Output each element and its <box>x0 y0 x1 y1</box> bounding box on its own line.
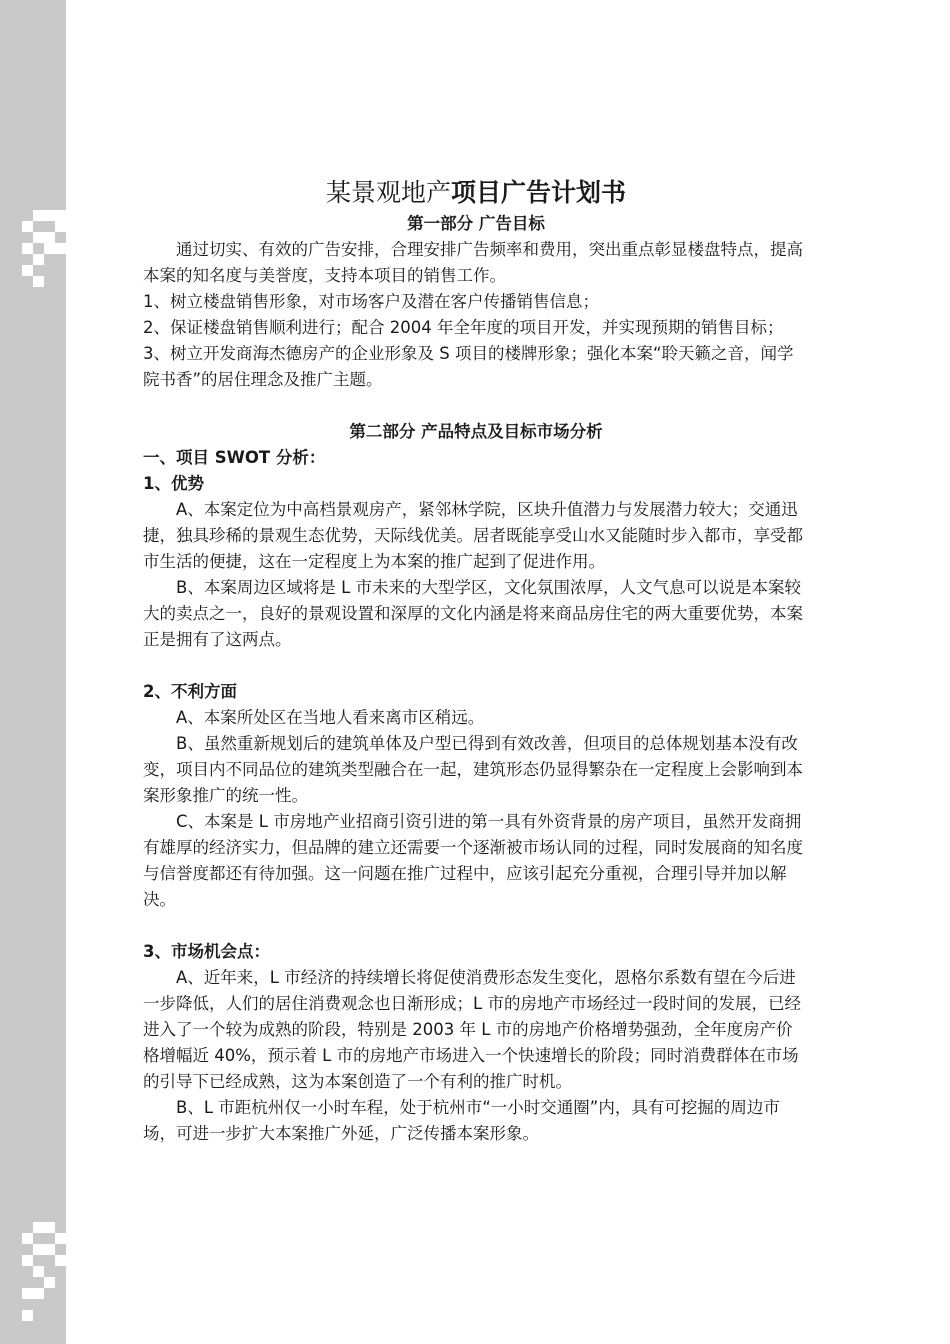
pixel-decoration <box>55 221 66 232</box>
pixel-decoration <box>44 243 55 254</box>
pixel-decoration <box>55 1233 66 1244</box>
pixel-decoration <box>44 1277 55 1288</box>
title-prefix: 某景观地产 <box>325 178 451 207</box>
pixel-decoration <box>22 1288 33 1299</box>
disadvantages-paragraph: B、虽然重新规划后的建筑单体及户型已得到有效改善，但项目的总体规划基本没有改变，项目内不同品位的建筑类型融合在一起，建筑形态仍显得繁杂在一定程度上会影响到本案形象推广的统一性。 <box>143 734 803 805</box>
section1-title: 第一部分 广告目标 <box>407 214 545 233</box>
pixel-decoration <box>22 243 33 254</box>
pixel-decoration <box>33 1222 44 1233</box>
pixel-decoration <box>22 265 33 276</box>
pixel-decoration <box>22 1233 33 1244</box>
section1-item: 3、树立开发商海杰德房产的企业形象及 S 项目的楼牌形象；强化本案“聆天籁之音，闻学院书香”的居住理念及推广主题。 <box>143 344 794 389</box>
advantages-paragraph: B、本案周边区域将是 L 市未来的大型学区，文化氛围浓厚，人文气息可以说是本案较大的卖点之一，良好的景观设置和深厚的文化内涵是将来商品房住宅的两大重要优势，本案正是拥有了这两点。 <box>143 578 803 649</box>
pixel-decoration <box>44 1222 55 1233</box>
pixel-decoration <box>22 1255 33 1266</box>
pixel-decoration <box>33 1244 44 1255</box>
pixel-decoration <box>22 1310 33 1321</box>
disadvantages-paragraph: C、本案是 L 市房地产业招商引资引进的第一具有外资背景的房产项目，虽然开发商拥有雄厚的经济实力，但品牌的建立还需要一个逐渐被市场认同的过程，同时发展商的知名度与信誉度都还有待加强。这一问题在推广过程中，应该引起充分重视，合理引导并加以解决。 <box>143 812 803 909</box>
pixel-decoration <box>44 210 55 221</box>
section2-title: 第二部分 产品特点及目标市场分析 <box>349 422 603 441</box>
pixel-decoration <box>33 276 44 287</box>
decorative-side-strip <box>0 0 66 1344</box>
section1-intro: 通过切实、有效的广告安排，合理安排广告频率和费用，突出重点彰显楼盘特点，提高本案的知名度与美誉度，支持本项目的销售工作。 <box>143 240 803 285</box>
advantages-paragraph: A、本案定位为中高档景观房产，紧邻林学院，区块升值潜力与发展潜力较大；交通迅捷，独具珍稀的景观生态优势，天际线优美。居者既能享受山水又能随时步入都市，享受都市生活的便捷，这在一定程度上为本案的推广起到了促进作用。 <box>143 500 803 571</box>
pixel-decoration <box>33 210 44 221</box>
disadvantages-heading: 2、不利方面 <box>143 682 237 701</box>
section1-item: 1、树立楼盘销售形象，对市场客户及潜在客户传播销售信息； <box>143 292 599 311</box>
document-title <box>143 175 809 211</box>
pixel-decoration <box>44 1244 55 1255</box>
spacer <box>143 653 809 679</box>
opportunities-paragraph: A、近年来，L 市经济的持续增长将促使消费形态发生变化，恩格尔系数有望在今后进一步降低，人们的居住消费观念也日渐形成；L 市的房地产市场经过一段时间的发展，已经进入了一个较为成熟的阶段，特别是 2003 年 L 市的房地产价格增势强劲，全年度房产价格增幅近 40%，预示着 L 市的房地产市场进入一个快速增长的阶段；同时消费群体在市场的引导下已经成熟，这为本案创造了一个有利的推广时机。 <box>143 968 801 1091</box>
advantages-heading: 1、优势 <box>143 474 204 493</box>
pixel-decoration <box>55 243 66 254</box>
section1-item: 2、保证楼盘销售顺利进行；配合 2004 年全年度的项目开发，并实现预期的销售目标； <box>143 318 784 337</box>
disadvantages-paragraph: A、本案所处区在当地人看来离市区稍远。 <box>176 708 485 727</box>
opportunities-paragraph: B、L 市距杭州仅一小时车程，处于杭州市“一小时交通圈”内，具有可挖掘的周边市场，可进一步扩大本案推广外延，广泛传播本案形象。 <box>143 1098 780 1143</box>
pixel-decoration <box>33 254 44 265</box>
pixel-decoration <box>33 232 44 243</box>
swot-heading: 一、项目 SWOT 分析： <box>143 448 326 467</box>
pixel-decoration <box>55 210 66 221</box>
opportunities-heading: 3、市场机会点： <box>143 942 270 961</box>
pixel-decoration <box>44 232 55 243</box>
pixel-decoration <box>33 1288 44 1299</box>
pixel-decoration <box>22 221 33 232</box>
spacer <box>143 393 809 419</box>
title-main: 项目广告计划书 <box>451 178 627 207</box>
document-page <box>143 175 809 1147</box>
spacer <box>143 913 809 939</box>
pixel-decoration <box>55 1255 66 1266</box>
pixel-decoration <box>33 1266 44 1277</box>
